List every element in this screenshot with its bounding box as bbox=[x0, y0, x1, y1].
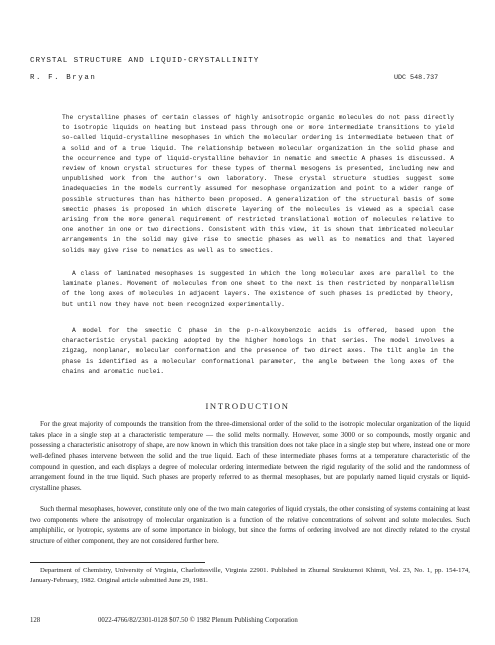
footnote-divider bbox=[30, 562, 205, 563]
page-number: 128 bbox=[30, 617, 41, 624]
abstract-paragraph-1: The crystalline phases of certain classes of highly anisotropic organic molecules do not pass directly to isotropic liquids on heating but instead pass through one or more intermediate transitions to yield so-called liquid-crystalline mesophases in which the molecular ordering is intermediate between that of a solid and of a true liquid. The relationship between molecular organization in the solid phase and the occurrence and type of liquid-crystalline behavior in nematic and smectic A phases is discussed. A review of known crystal structures for these types of thermal mesogens is presented, including new and unpublished work from the author's own laboratory. These crystal structure studies suggest some inadequacies in the models currently assumed for mesophase organization and point to a wider range of possible structures than has hitherto been proposed. A generalization of the structural basis of some smectic phases is proposed in which discrete layering of the molecules is viewed as a special case arising from the more general requirement of restricted translational motion of molecules relative to one another in one or two directions. Consistent with this view, it is shown that imbricated molecular arrangements in the solid may give rise to smectic phases as well as to nematics and that layered solids may give rise to nematics as well as to smectics. bbox=[62, 114, 454, 254]
intro-paragraph-2: Such thermal mesophases, however, constitute only one of the two main categories of liquid crystals, the other consisting of systems containing at least two components where the anisotropy of molecular organization is a function of the relative concentrations of solvent and solute molecules. Such amphiphilic, or lyotropic, systems are of some importance in biology, but since the forms of ordering involved are not directly related to the crystal structure of either component, they are not considered further here. bbox=[30, 505, 470, 545]
section-heading-introduction: INTRODUCTION bbox=[205, 401, 290, 411]
publisher-line: 0022-4766/82/2301-0128 $07.50 © 1982 Plenum Publishing Corporation bbox=[98, 617, 298, 624]
abstract-paragraph-2: A class of laminated mesophases is suggested in which the long molecular axes are parallel to the laminate planes. Movement of molecules from one sheet to the next is then restricted by nonparallelism of the long axes of molecules in adjacent layers. The existence of such phases is predicted by theory, but until now they have not been recognized experimentally. bbox=[62, 270, 454, 308]
footnote-affiliation: Department of Chemistry, University of Virginia, Charlottesville, Virginia 22901. Published in Zhurnal Strukturnoi Khimii, Vol. 23, No. 1, pp. 154-174, January-February, 1982. Original article submitted June 29, 1981. bbox=[30, 567, 470, 585]
udc-code: UDC 548.737 bbox=[394, 74, 439, 82]
intro-paragraph-1: For the great majority of compounds the transition from the three-dimensional order of the solid to the isotropic molecular organization of the liquid takes place in a single step at a characteristic temperature — the solid melts normally. However, some 3000 or so compounds, mostly organic and possessing a characteristic anisotropy of shape, are now known in which this transition does not take place in a single step but where, instead one or more well-defined phases intervene between the solid and the true liquid. Each of these intermediate phases forms at a temperature characteristic of the compound in question, and each displays a degree of molecular ordering intermediate between the rigid regularity of the solid and the randomness of arrangement found in the true liquid. Such phases are properly referred to as thermal mesophases, but are popularly named liquid crystals or liquid-crystalline phases. bbox=[30, 420, 470, 492]
author-name: R. F. Bryan bbox=[30, 74, 97, 82]
article-title: CRYSTAL STRUCTURE AND LIQUID-CRYSTALLINITY bbox=[30, 57, 260, 65]
abstract-paragraph-3: A model for the smectic C phase in the p-n-alkoxybenzoic acids is offered, based upon the characteristic crystal packing adopted by the higher homologs in that series. The model involves a zigzag, nonplanar, molecular conformation and the presence of two direct axes. The tilt angle in the phase is identified as a molecular conformational parameter, the angle between the long axes of the chains and aromatic nuclei. bbox=[62, 327, 454, 375]
